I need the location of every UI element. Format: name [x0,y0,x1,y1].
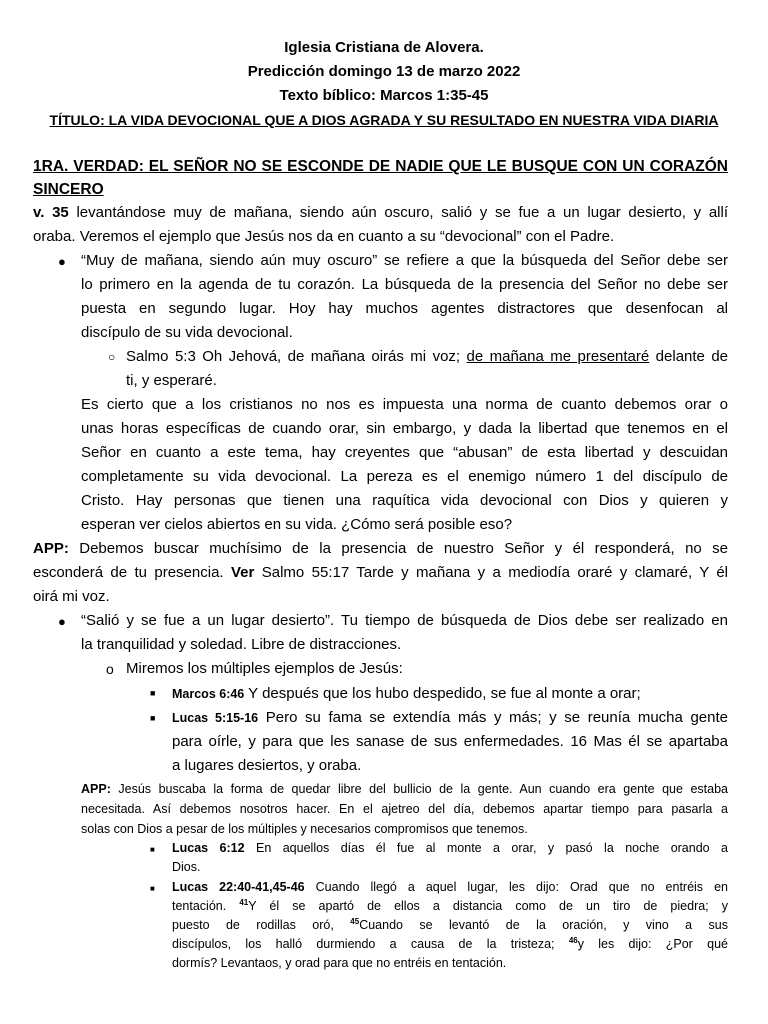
ref-label: Lucas 6:12 [172,841,245,855]
church-name: Iglesia Cristiana de Alovera. [284,39,484,56]
ref-line: puesto de rodillas oró, $^{45}$Cuando se levantó de la oración, y vino a sus [172,916,728,932]
circle-bullet-icon: o [106,661,114,677]
ref-line: Lucas 22:40-41,45-46 Cuando llegó a aquel lugar, les dijo: Orad que no entréis en [172,880,728,894]
examples-heading: Miremos los múltiples ejemplos de Jesús: [126,660,403,677]
app-line: solas con Dios a pesar de los múltiples y necesarios compromisos que tenemos. [81,822,528,836]
ref-line: Dios. [172,860,201,874]
sermon-title: TÍTULO: LA VIDA DEVOCIONAL QUE A DIOS AGRADA Y SU RESULTADO EN NUESTRA VIDA DIARIA [49,112,719,128]
app-label: APP: [33,540,69,557]
verse-text: levantándose muy de mañana, siendo aún oscuro, salió y se fue a un lugar desierto, y allí [76,204,728,221]
verse-line-cont: oraba. Veremos el ejemplo que Jesús nos da en cuanto a su “devocional” con el Padre. [33,228,615,245]
psalm-underlined: de mañana me presentaré [466,348,650,365]
ref-line: Lucas 5:15-16 Pero su fama se extendía más y más; y se reunía mucha gente [172,709,728,726]
paragraph-line: “Salió y se fue a un lugar desierto”. Tu tiempo de búsqueda de Dios debe ser realizado en [81,612,728,629]
paragraph-line: “Muy de mañana, siendo aún muy oscuro” se refiere a que la búsqueda del Señor debe ser [81,252,728,269]
bible-text: Texto bíblico: Marcos 1:35-45 [279,87,489,104]
app-line: oirá mi voz. [33,588,110,605]
ref-label: Marcos 6:46 [172,687,245,701]
paragraph-line: esperan ver cielos abiertos en su vida. ¿Cómo será posible eso? [81,516,513,533]
ref-label: Lucas 22:40-41,45-46 [172,880,305,894]
paragraph-line: la tranquilidad y soledad. Libre de distracciones. [81,636,402,653]
psalm-line-cont: ti, y esperaré. [126,372,217,389]
verse-ref: v. 35 [33,204,69,221]
square-bullet-icon: ■ [150,688,156,698]
paragraph-line: lo primero en la agenda de tu corazón. La búsqueda de la presencia del Señor no debe ser [81,276,728,293]
ref-line: Marcos 6:46 Y después que los hubo despedido, se fue al monte a orar; [172,685,641,702]
ref-line: tentación. $^{41}$Y él se apartó de ellos a distancia como de un tiro de piedra; y [172,897,728,913]
app-line: APP: Debemos buscar muchísimo de la presencia de nuestro Señor y él responderá, no se [33,540,729,557]
ref-line: discípulos, los halló durmiendo a causa de la tristeza; $^{46}$y les dijo: ¿Por qué [172,935,728,951]
bullet-icon: ● [58,254,66,269]
section-heading-cont: SINCERO [33,181,104,198]
psalm-line: Salmo 5:3 Oh Jehová, de mañana oirás mi voz; de mañana me presentaré delante de [126,348,729,365]
app-line: APP: Jesús buscaba la forma de quedar libre del bullicio de la gente. Aun cuando era gente que estaba [81,782,728,796]
paragraph-line: Es cierto que a los cristianos no nos es impuesta una norma de cuanto debemos orar o [81,396,728,413]
square-bullet-icon: ■ [150,845,155,854]
square-bullet-icon: ■ [150,884,155,893]
paragraph-line: puesta en segundo lugar. Hoy hay muchos agentes distractores que desenfocan al [81,300,728,317]
paragraph-line: Señor en cuanto a este tema, hay creyentes que “abusan” de esta libertad y descuidan [81,444,728,461]
bullet-icon: ● [58,614,66,629]
ref-line: para oírle, y para que les sanase de sus enfermedades. 16 Mas él se apartaba [172,733,728,750]
paragraph-line: Cristo. Hay personas que tienen una raquítica vida devocional con Dios y quieren y [81,492,728,509]
paragraph-line: discípulo de su vida devocional. [81,324,293,341]
ref-line: a lugares desiertos, y oraba. [172,757,362,774]
square-bullet-icon: ■ [150,713,156,723]
ref-line: Lucas 6:12 En aquellos días él fue al monte a orar, y pasó la noche orando a [172,841,728,855]
paragraph-line: unas horas específicas de cuando orar, sin embargo, y dada la libertad que tenemos en el [81,420,728,437]
ref-line: dormís? Levantaos, y orad para que no entréis en tentación. [172,956,507,970]
circle-bullet-icon: ○ [108,350,116,364]
paragraph-line: completamente su vida devocional. La pereza es el enemigo número 1 del discípulo de [81,468,728,485]
ref-label: Lucas 5:15-16 [172,711,259,725]
app-line: necesitada. Así debemos nosotros hacer. En el ajetreo del día, debemos apartar tiempo para pasarla a [81,802,728,816]
verse-line [33,201,728,224]
section-heading: 1RA. VERDAD: EL SEÑOR NO SE ESCONDE DE NADIE QUE LE BUSQUE CON UN CORAZÓN [33,158,728,175]
app-label: APP: [81,782,111,796]
sermon-date: Predicción domingo 13 de marzo 2022 [247,63,521,80]
app-line: esconderá de tu presencia. Ver Salmo 55:17 Tarde y mañana y a mediodía oraré y clamaré, Y él [33,564,729,581]
